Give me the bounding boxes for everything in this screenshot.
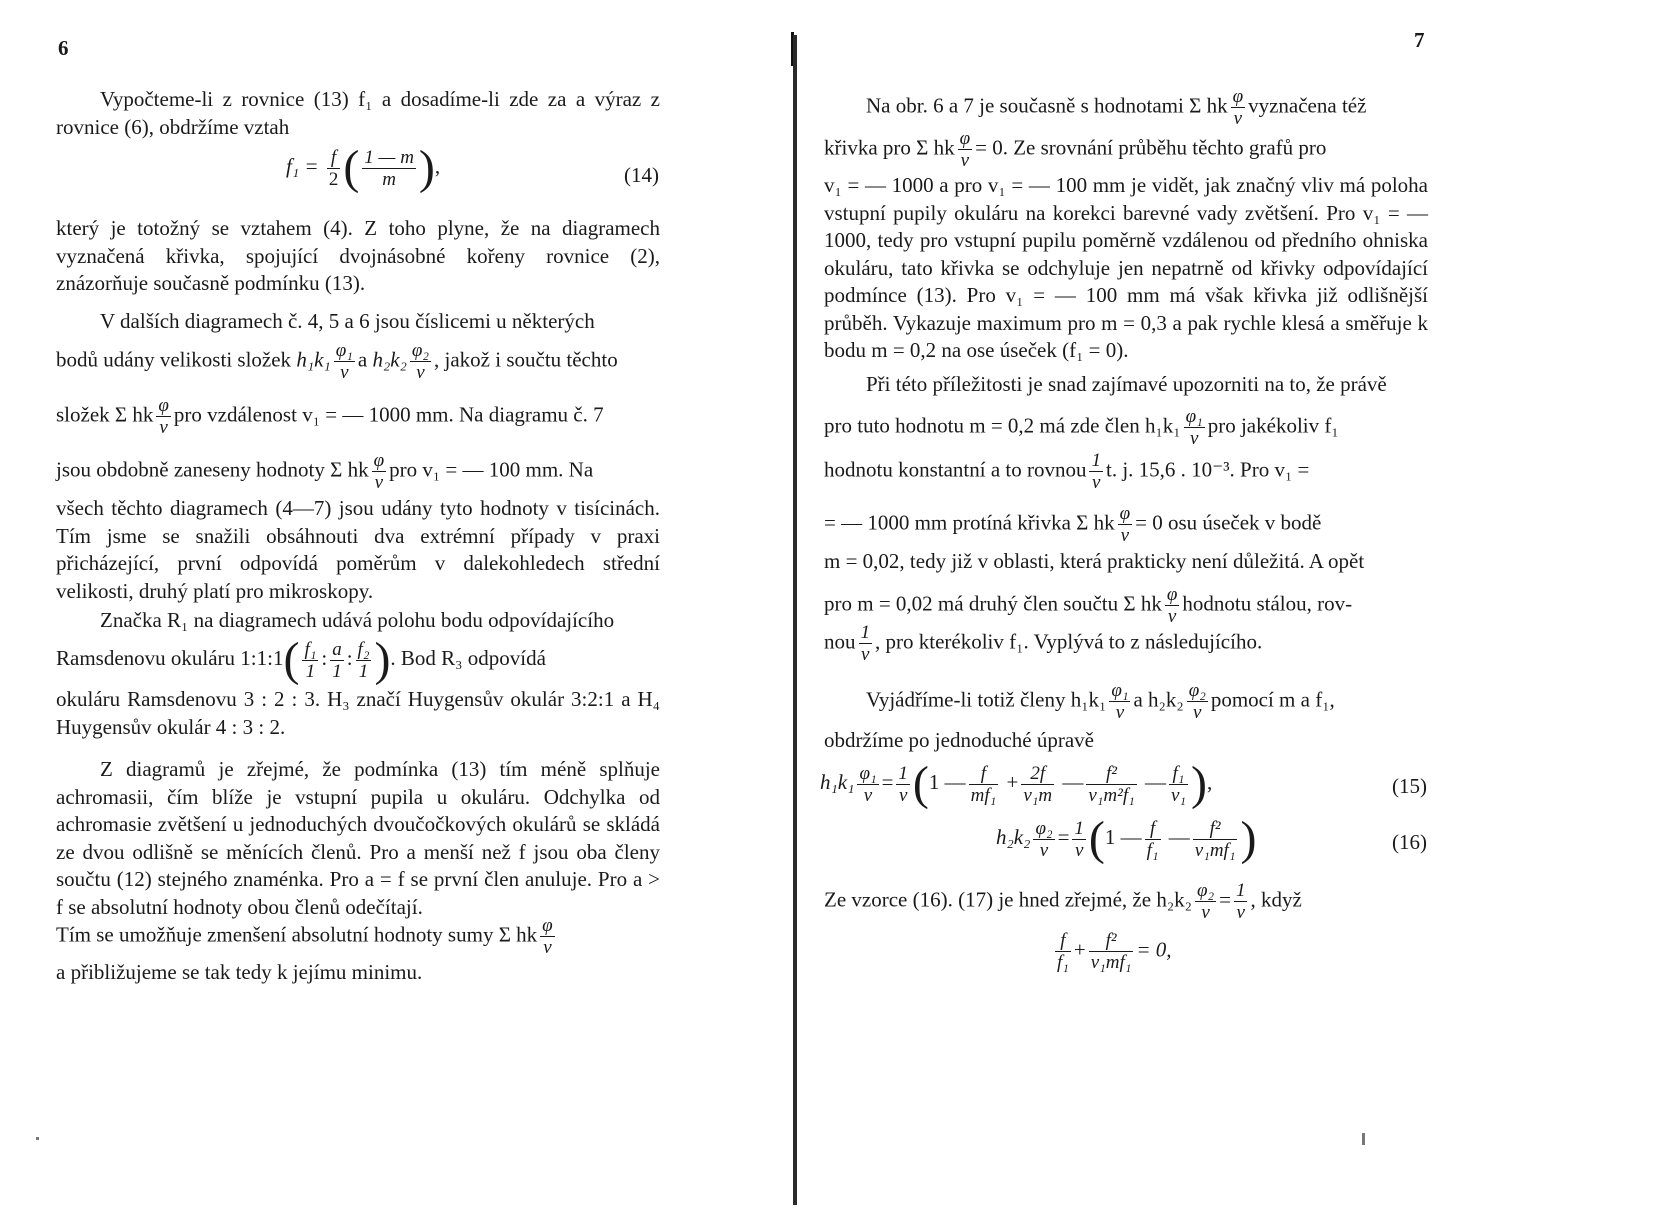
equation-condition: $\frac{f}{\text{f₁}}$ + $\frac{\text{f²}}{\text{v₁mf₁}}$ = 0, [1057, 930, 1172, 973]
equation-number: (16) [1392, 830, 1427, 854]
paragraph: všech těchto diagramech (4—7) jsou udány tyto hodnoty v tisícinách. Tím jsme se snažili obsáhnouti dva extrémní případy v praxi přicházející, první odpovídá poměrům v dalekohledech střední velikosti, druhý platí pro mikroskopy. [56, 496, 660, 603]
equation-lhs: f₁ = [286, 153, 319, 178]
fraction: $\frac{\text{f²}}{\text{v₁mf₁}}$ [1194, 817, 1236, 861]
book-spine [793, 35, 797, 1205]
fraction: $\frac{\text{φ₂}}{\nu}$ [1196, 880, 1215, 923]
page-number: 7 [1414, 28, 1425, 52]
fraction: $\frac{\varphi}{\nu}$ [373, 450, 385, 493]
text-line-with-fractions: křivka pro Σ hk $\frac{\varphi}{\nu}$ = 0. Ze srovnání průběhu těchto grafů pro [824, 128, 1327, 171]
text-line-with-fractions: Ze vzorce (16). (17) je hned zřejmé, že h₂k₂ $\frac{\text{φ₂}}{\nu}$ = $\frac{1}{\nu}$ , když [824, 880, 1302, 923]
fraction: $\frac{1}{\nu}$ [1091, 450, 1101, 493]
text-line-with-fractions: Tím se umožňuje zmenšení absolutní hodnoty sumy Σ hk $\frac{\varphi}{\nu}$ [56, 915, 553, 958]
fraction: $\frac{\text{φ₁}}{\nu}$ [1185, 406, 1203, 449]
fraction: $\frac{\text{φ₁}}{\nu}$ [335, 340, 353, 383]
fraction: $\frac{\text{φ₁}}{\nu}$ [1111, 680, 1129, 723]
fraction: $\frac{f}{\text{f₁}}$ [1146, 817, 1159, 861]
fraction: $\frac{\text{φ₂}}{\nu}$ [411, 340, 430, 383]
fraction: $\frac{1}{\nu}$ [1074, 817, 1084, 861]
text-line-with-fractions: Vyjádříme-li totiž členy h₁k₁ $\frac{\text{φ₁}}{\nu}$ a h₂k₂ $\frac{\text{φ₂}}{\nu}$ pomocí m a f₁, [866, 680, 1335, 723]
page-speck [36, 1137, 39, 1140]
text-line: obdržíme po jednoduché úpravě [824, 728, 1094, 752]
equation-number: (14) [624, 163, 659, 187]
equation-14: f₁ = $\frac{f}{2}$ ( $\frac{1 — m}{m}$ ), [286, 141, 441, 194]
paren-open: ( [343, 141, 360, 194]
fraction: $\frac{\varphi}{\nu}$ [158, 395, 169, 438]
equation-15: h₁k₁ $\frac{\text{φ₁}}{\nu}$ = $\frac{1}{\nu}$ (1 — $\frac{f}{\text{mf₁}}$ + $\frac{2f}{\text{v₁m}}$ — $\frac{\text{f²}}{\text{v₁m²f₁}}$ — $\frac{\text{f₁}}{\text{v₁}}$ ), [820, 757, 1213, 810]
fraction: $\frac{f}{\text{mf₁}}$ [970, 762, 997, 806]
fraction: $\frac{\text{f₁}}{\text{v₁}}$ [1170, 762, 1186, 806]
fraction: $\frac{f}{2}$ [328, 146, 339, 190]
text-line-with-fractions: pro tuto hodnotu m = 0,2 má zde člen h₁k₁ $\frac{\text{φ₁}}{\nu}$ pro jakékoliv f₁ [824, 406, 1339, 449]
text-line-with-fractions: Na obr. 6 a 7 je současně s hodnotami Σ hk $\frac{\varphi}{\nu}$ vyznačena též [866, 86, 1367, 129]
fraction: $\frac{1}{\nu}$ [1235, 880, 1246, 923]
page-number: 6 [58, 36, 69, 60]
fraction: $\frac{\text{f₁}}{1}$ [304, 638, 317, 682]
text-line-with-fractions: nou $\frac{1}{\nu}$ , pro kterékoliv f₁. Vyplývá to z následujícího. [824, 622, 1263, 665]
paragraph: v₁ = — 1000 a pro v₁ = — 100 mm je vidět, jak značný vliv má poloha vstupní pupily okuláru na korekci barevné vady zvětšení. Pro v₁ = — 1000, tedy pro vstupní pupilu poměrně vzdálenou od předního ohniska okuláru, tato křivka se odchyluje jen nepatrně od křivky odpovídající podmínce (13). Pro v₁ = — 100 mm má však křivka již odlišnější průběh. Vykazuje maximum pro m = 0,3 a pak rychle klesá a směřuje k bodu m = 0,2 na ose úseček (f₁ = 0). [824, 173, 1428, 362]
paren-close: ) [418, 141, 435, 194]
fraction: $\frac{1}{\nu}$ [860, 622, 870, 665]
text-line: V dalších diagramech č. 4, 5 a 6 jsou číslicemi u některých [100, 309, 595, 333]
text-line: m = 0,02, tedy již v oblasti, která prakticky není důležitá. A opět [824, 549, 1365, 573]
fraction: $\frac{\varphi}{\nu}$ [959, 128, 971, 171]
fraction: $\frac{a}{1}$ [332, 638, 342, 682]
right-page [800, 0, 1665, 1211]
fraction: $\frac{2f}{\text{v₁m}}$ [1023, 762, 1053, 806]
page-speck [1362, 1133, 1365, 1145]
text-line-with-fractions: pro m = 0,02 má druhý člen součtu Σ hk $\frac{\varphi}{\nu}$ hodnotu stálou, rov- [824, 584, 1353, 627]
left-page [0, 0, 790, 1211]
fraction: $\frac{1 — m}{m}$ [364, 146, 414, 190]
fraction: $\frac{\varphi}{\nu}$ [542, 915, 553, 958]
fraction: $\frac{\text{f²}}{\text{v₁mf₁}}$ [1090, 930, 1132, 973]
paragraph: okuláru Ramsdenovu 3 : 2 : 3. H₃ značí Huygensův okulár 3:2:1 a H₄ Huygensův okulár 4 : 3 : 2. [56, 687, 660, 739]
text-line: Při této příležitosti je snad zajímavé upozorniti na to, že právě [866, 372, 1387, 396]
paragraph: který je totožný se vztahem (4). Z toho plyne, že na diagramech vyznačená křivka, spojující dvojnásobné kořeny rovnice (2), znázorňuje současně podmínku (13). [56, 216, 660, 295]
text-line-with-fractions: složek Σ hk $\frac{\varphi}{\nu}$ pro vzdálenost v₁ = — 1000 mm. Na diagramu č. 7 [56, 395, 604, 438]
text-line: Značka R₁ na diagramech udává polohu bodu odpovídajícího [100, 608, 615, 632]
equation-number: (15) [1392, 774, 1427, 798]
text-line-with-fractions: Ramsdenovu okuláru 1:1:1( $\frac{\text{f₁}}{1}$ : $\frac{a}{1}$ : $\frac{\text{f₂}}{1}$ ). Bod R₃ odpovídá [56, 633, 546, 686]
fraction: $\frac{1}{\nu}$ [898, 762, 908, 806]
fraction: $\frac{\text{φ₂}}{\nu}$ [1035, 817, 1053, 861]
text-line-with-fractions: bodů udány velikosti složek h₁k₁ $\frac{\text{φ₁}}{\nu}$ a h₂k₂ $\frac{\text{φ₂}}{\nu}$ , jakož i součtu těchto [56, 340, 618, 383]
fraction: $\frac{\text{f²}}{\text{v₁m²f₁}}$ [1088, 762, 1135, 806]
fraction: $\frac{\varphi}{\nu}$ [1166, 584, 1178, 627]
paragraph: Vypočteme-li z rovnice (13) f₁ a dosadíme-li zde za a výraz z rovnice (6), obdržíme vztah [56, 87, 660, 139]
fraction: $\frac{\text{φ₁}}{\nu}$ [859, 762, 877, 806]
fraction: $\frac{f}{\text{f₁}}$ [1057, 930, 1069, 973]
text-line: a přibližujeme se tak tedy k jejímu minimu. [56, 960, 423, 984]
fraction: $\frac{\varphi}{\nu}$ [1232, 86, 1244, 129]
text-line-with-fractions: = — 1000 mm protíná křivka Σ hk $\frac{\varphi}{\nu}$ = 0 osu úseček v bodě [824, 503, 1322, 546]
text-line-with-fractions: jsou obdobně zaneseny hodnoty Σ hk $\frac{\varphi}{\nu}$ pro v₁ = — 100 mm. Na [56, 450, 594, 493]
fraction: $\frac{\varphi}{\nu}$ [1119, 503, 1131, 546]
fraction: $\frac{\text{φ₂}}{\nu}$ [1188, 680, 1206, 723]
fraction: $\frac{\text{f₂}}{1}$ [357, 638, 370, 682]
equation-16: h₂k₂ $\frac{\text{φ₂}}{\nu}$ = $\frac{1}{\nu}$ (1 — $\frac{f}{\text{f₁}}$ — $\frac{\text{f²}}{\text{v₁mf₁}}$ ) [996, 812, 1257, 865]
paragraph: Z diagramů je zřejmé, že podmínka (13) tím méně splňuje achromasii, čím blíže je vstupní pupila u okuláru. Odchylka od achromasie zvětšení u jednoduchých dvoučočkových okulárů se skládá ze dvou odlišně se měnících členů. Pro a menší než f jsou oba členy součtu (12) stejného znaménka. Pro a = f se první člen anuluje. Pro a > f se absolutní hodnoty obou členů odečítají. [56, 757, 660, 919]
text-line-with-fractions: hodnotu konstantní a to rovnou $\frac{1}{\nu}$ t. j. 15,6 . 10⁻³. Pro v₁ = [824, 450, 1310, 493]
